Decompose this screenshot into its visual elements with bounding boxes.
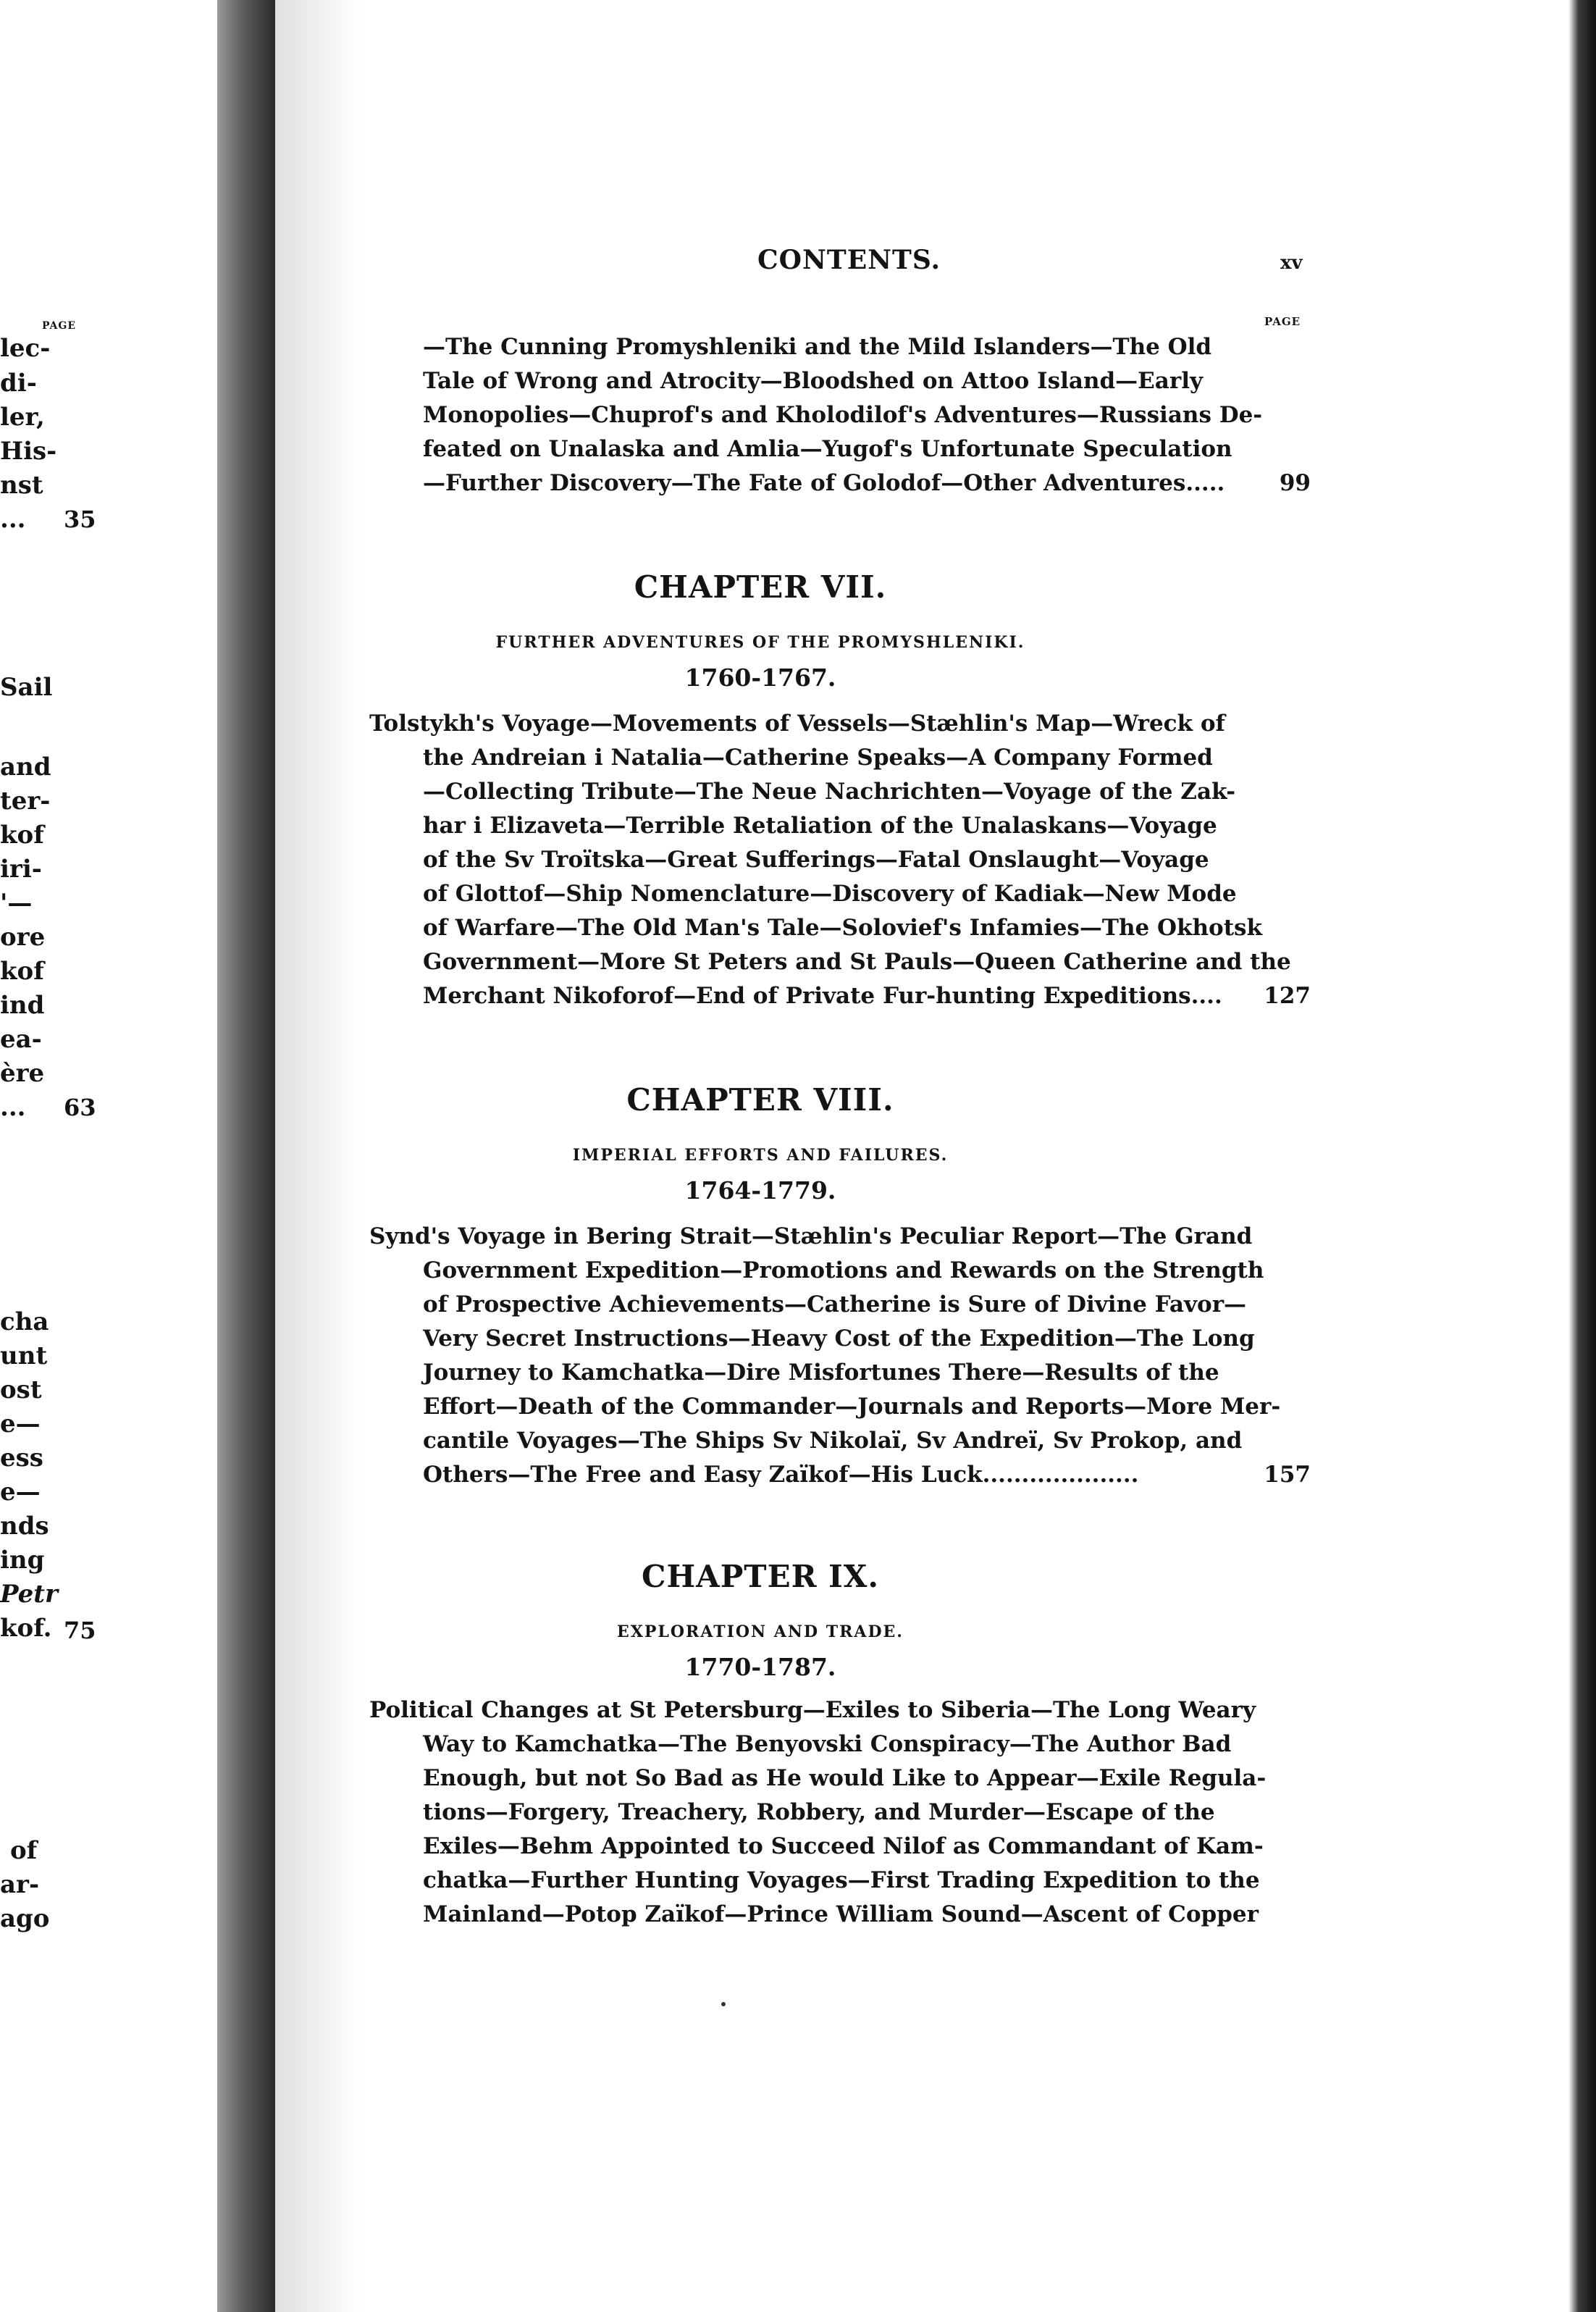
toc-line: of the Sv Troïtska—Great Sufferings—Fatal Onslaught—Voyage	[423, 847, 1209, 873]
facing-fragment: ind	[0, 991, 45, 1020]
running-head: CONTENTS.	[757, 245, 941, 275]
toc-line: Enough, but not So Bad as He would Like to Appear—Exile Regula-	[423, 1765, 1267, 1791]
facing-fragment: Sail	[0, 673, 53, 702]
toc-line: of Prospective Achievements—Catherine is Sure of Divine Favor—	[423, 1291, 1247, 1318]
facing-fragment: ar-	[0, 1870, 40, 1899]
facing-fragment: kof	[0, 957, 44, 986]
toc-entry	[369, 1220, 1311, 1492]
toc-line: Journey to Kamchatka—Dire Misfortunes There—Results of the	[423, 1360, 1219, 1386]
page-gutter-shadow	[275, 0, 362, 2312]
toc-page-number: 99	[1279, 470, 1311, 496]
facing-page-label: PAGE	[42, 320, 76, 332]
facing-fragment: ess	[0, 1444, 43, 1473]
facing-fragment: ter-	[0, 787, 51, 816]
facing-page-number: 63	[64, 1094, 96, 1121]
facing-fragment: ost	[0, 1375, 42, 1404]
facing-fragment: di-	[0, 369, 37, 398]
toc-line: Political Changes at St Petersburg—Exiles to Siberia—The Long Weary	[369, 1697, 1256, 1723]
facing-fragment: kof.	[0, 1614, 52, 1643]
facing-fragment: ore	[0, 923, 46, 952]
page-column-label: PAGE	[1264, 315, 1301, 328]
facing-fragment: ago	[0, 1904, 50, 1933]
page-numeral: xv	[1280, 252, 1303, 274]
toc-entry	[369, 707, 1311, 1013]
chapter-subtitle: EXPLORATION AND TRADE.	[617, 1622, 904, 1641]
toc-entry	[369, 1693, 1311, 1932]
facing-fragment: and	[0, 753, 51, 782]
toc-line: Government—More St Peters and St Pauls—Queen Catherine and the	[423, 949, 1291, 975]
facing-fragment: unt	[0, 1341, 48, 1370]
toc-line: feated on Unalaska and Amlia—Yugof's Unfortunate Speculation	[423, 436, 1232, 462]
toc-line: Monopolies—Chuprof's and Kholodilof's Adventures—Russians De-	[423, 402, 1263, 428]
toc-line: har i Elizaveta—Terrible Retaliation of the Unalaskans—Voyage	[423, 813, 1217, 839]
facing-fragment: '—	[0, 889, 33, 918]
facing-fragment: ler,	[0, 403, 45, 432]
chapter-subtitle: FURTHER ADVENTURES OF THE PROMYSHLENIKI.	[495, 633, 1025, 652]
toc-line: of Glottof—Ship Nomenclature—Discovery of Kadiak—New Mode	[423, 881, 1237, 907]
toc-line: Exiles—Behm Appointed to Succeed Nilof as Commandant of Kam-	[423, 1833, 1264, 1859]
facing-fragment: iri-	[0, 855, 42, 884]
toc-line: Mainland—Potop Zaïkof—Prince William Sound—Ascent of Copper	[423, 1901, 1259, 1927]
facing-fragment: His-	[0, 437, 57, 466]
toc-line: tions—Forgery, Treachery, Robbery, and Murder—Escape of the	[423, 1799, 1215, 1825]
book-spine-shadow	[217, 0, 275, 2312]
page-right-edge	[1557, 0, 1596, 2312]
toc-line: the Andreian i Natalia—Catherine Speaks—A Company Formed	[423, 745, 1213, 771]
chapter-years: 1764-1779.	[684, 1176, 836, 1205]
toc-line: —The Cunning Promyshleniki and the Mild Islanders—The Old	[423, 334, 1212, 360]
toc-line: Government Expedition—Promotions and Rewards on the Strength	[423, 1257, 1264, 1283]
chapter-title: CHAPTER IX.	[642, 1559, 879, 1594]
facing-fragment: of	[10, 1836, 38, 1865]
toc-line: —Collecting Tribute—The Neue Nachrichten—Voyage of the Zak-	[423, 779, 1236, 805]
chapter-years: 1770-1787.	[684, 1653, 836, 1681]
toc-line: Very Secret Instructions—Heavy Cost of the Expedition—The Long	[423, 1325, 1255, 1352]
facing-fragment: nst	[0, 471, 43, 500]
toc-line: chatka—Further Hunting Voyages—First Trading Expedition to the	[423, 1867, 1260, 1893]
toc-line: Way to Kamchatka—The Benyovski Conspiracy—The Author Bad	[423, 1731, 1232, 1757]
facing-fragment: nds	[0, 1512, 49, 1541]
toc-line: of Warfare—The Old Man's Tale—Solovief's Infamies—The Okhotsk	[423, 915, 1262, 941]
facing-fragment: cha	[0, 1307, 49, 1336]
toc-entry-continued	[369, 330, 1311, 500]
toc-page-number: 157	[1264, 1462, 1311, 1488]
toc-line: Others—The Free and Easy Zaïkof—His Luck.................... 157	[369, 1458, 1311, 1492]
facing-fragment: lec-	[0, 334, 51, 363]
facing-fragment: ing	[0, 1546, 45, 1575]
facing-fragment: e—	[0, 1410, 41, 1438]
facing-fragment: Petr	[0, 1580, 58, 1609]
facing-page-number: 75	[64, 1617, 96, 1644]
toc-page-number: 127	[1264, 983, 1311, 1009]
toc-line: Tale of Wrong and Atrocity—Bloodshed on Attoo Island—Early	[423, 368, 1203, 394]
chapter-title: CHAPTER VIII.	[626, 1082, 894, 1118]
chapter-years: 1760-1767.	[684, 663, 836, 692]
facing-fragment: ea-	[0, 1025, 42, 1054]
facing-fragment: ...	[0, 1093, 26, 1122]
facing-page	[0, 0, 217, 2312]
facing-fragment: ère	[0, 1059, 45, 1088]
toc-line: Synd's Voyage in Bering Strait—Stæhlin's Peculiar Report—The Grand	[369, 1223, 1253, 1249]
chapter-subtitle: IMPERIAL EFFORTS AND FAILURES.	[572, 1146, 949, 1165]
chapter-title: CHAPTER VII.	[634, 569, 887, 605]
toc-line: cantile Voyages—The Ships Sv Nikolaï, Sv Andreï, Sv Prokop, and	[423, 1428, 1243, 1454]
facing-page-number: 35	[64, 506, 96, 533]
toc-line: Merchant Nikoforof—End of Private Fur-hunting Expeditions.... 127	[369, 979, 1311, 1013]
facing-fragment: kof	[0, 821, 44, 850]
toc-line: Tolstykh's Voyage—Movements of Vessels—Stæhlin's Map—Wreck of	[369, 711, 1225, 737]
printing-speck	[721, 2002, 726, 2006]
toc-line: Effort—Death of the Commander—Journals and Reports—More Mer-	[423, 1394, 1281, 1420]
facing-fragment: e—	[0, 1478, 41, 1507]
toc-line: —Further Discovery—The Fate of Golodof—Other Adventures..... 99	[369, 466, 1311, 500]
facing-fragment: ...	[0, 505, 26, 534]
